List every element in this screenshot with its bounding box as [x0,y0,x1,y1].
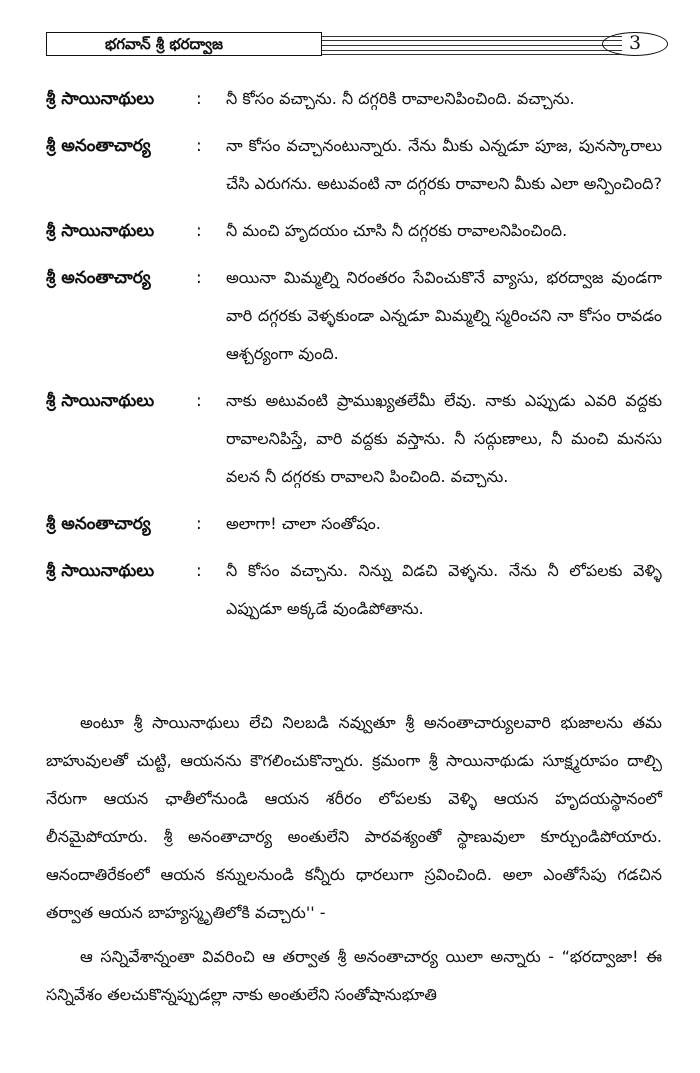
book-title: భగవాన్ శ్రీ భరద్వాజ [46,32,322,56]
speech-text: అలాగా! చాలా సంతోషం. [226,514,381,533]
speech-text: నీ కోసం వచ్చాను. నిన్ను విడచి వెళ్ళను. నేను నీ లోపలకు వెళ్ళి ఎప్పుడూ అక్కడే వుండిపోతాను. [226,561,662,618]
speaker-name: శ్రీ అనంతాచార్య [46,136,151,156]
narrative-paragraph: అంటూ శ్రీ సాయినాథులు లేచి నిలబడి నవ్వుతూ శ్రీ అనంతాచార్యులవారి భుజాలను తమ బాహువులతో చుట్టి, ఆయనను కౌగలించుకొన్నారు. క్రమంగా శ్రీ సాయినాథుడు సూక్ష్మరూపం దాల్చి నేరుగా ఆయన ఛాతీలోనుండి ఆయన శరీరం లోపలకు వెళ్ళి ఆయన హృదయస్థానంలో లీనమైపోయారు. శ్రీ అనంతాచార్య అంతులేని పారవశ్యంతో స్థాణువులా కూర్చుండిపోయారు. ఆనందాతిరేకంలో ఆయన కన్నులనుండి కన్నీరు ధారలుగా స్రవించింది. అలా ఎంతోసేపు గడచిన తర్వాత ఆయన బాహ్యస్మృతిలోకి వచ్చారు'' - [46,713,662,922]
dialogue-row [46,80,662,118]
speaker-name: శ్రీ సాయినాథులు [46,391,155,411]
speech-text: నాకు అటువంటి ప్రాముఖ్యతలేమీ లేవు. నాకు ఎప్పుడు ఎవరి వద్దకు రావాలనిపిస్తే, వారి వద్దకు వస్తాను. నీ సద్గుణాలు, నీ మంచి మనసు వలన నీ దగ్గరకు రావాలని పించింది. వచ్చాను. [226,391,662,486]
page-number: 3 [602,32,668,56]
dialogue-row [46,552,662,628]
speaker-colon: : [196,268,202,288]
narrative-section [46,704,662,1014]
dialogue-row [46,259,662,373]
speaker-name: శ్రీ సాయినాథులు [46,561,155,581]
dialogue-row [46,212,662,250]
speaker-name: శ్రీ అనంతాచార్య [46,514,151,534]
speaker-name: శ్రీ అనంతాచార్య [46,268,151,288]
speaker-colon: : [196,391,202,411]
dialogue-row [46,505,662,543]
speaker-colon: : [196,89,202,109]
speaker-colon: : [196,221,202,241]
dialogue-row [46,127,662,203]
speech-text: నీ కోసం వచ్చాను. నీ దగ్గరికి రావాలనిపించింది. వచ్చాను. [226,89,575,108]
speaker-colon: : [196,561,202,581]
speaker-name: శ్రీ సాయినాథులు [46,89,155,109]
speech-text: అయినా మిమ్మల్ని నిరంతరం సేవించుకొనే వ్యాసు, భరద్వాజ వుండగా వారి దగ్గరకు వెళ్ళకుండా ఎన్నడూ మిమ్మల్ని స్మరించని నా కోసం రావడం ఆశ్చర్యంగా వుంది. [226,268,662,363]
speaker-colon: : [196,514,202,534]
header-rule-lines [322,32,622,56]
speaker-colon: : [196,136,202,156]
dialogue-row [46,382,662,496]
speaker-name: శ్రీ సాయినాథులు [46,221,155,241]
narrative-paragraph: ఆ సన్నివేశాన్నంతా వివరించి ఆ తర్వాత శ్రీ అనంతాచార్య యిలా అన్నారు - “భరద్వాజా! ఈ సన్నివేశం తలచుకొన్నప్పుడల్లా నాకు అంతులేని సంతోషానుభూతి [46,947,662,1004]
speech-text: నీ మంచి హృదయం చూసి నీ దగ్గరకు రావాలనిపించింది. [226,221,568,240]
dialogue-section [46,80,662,637]
speech-text: నా కోసం వచ్చానంటున్నారు. నేను మీకు ఎన్నడూ పూజ, పునస్కారాలు చేసి ఎరుగను. అటువంటి నా దగ్గరకు రావాలని మీకు ఎలా అన్పించింది? [226,136,662,193]
page-header [46,32,668,58]
